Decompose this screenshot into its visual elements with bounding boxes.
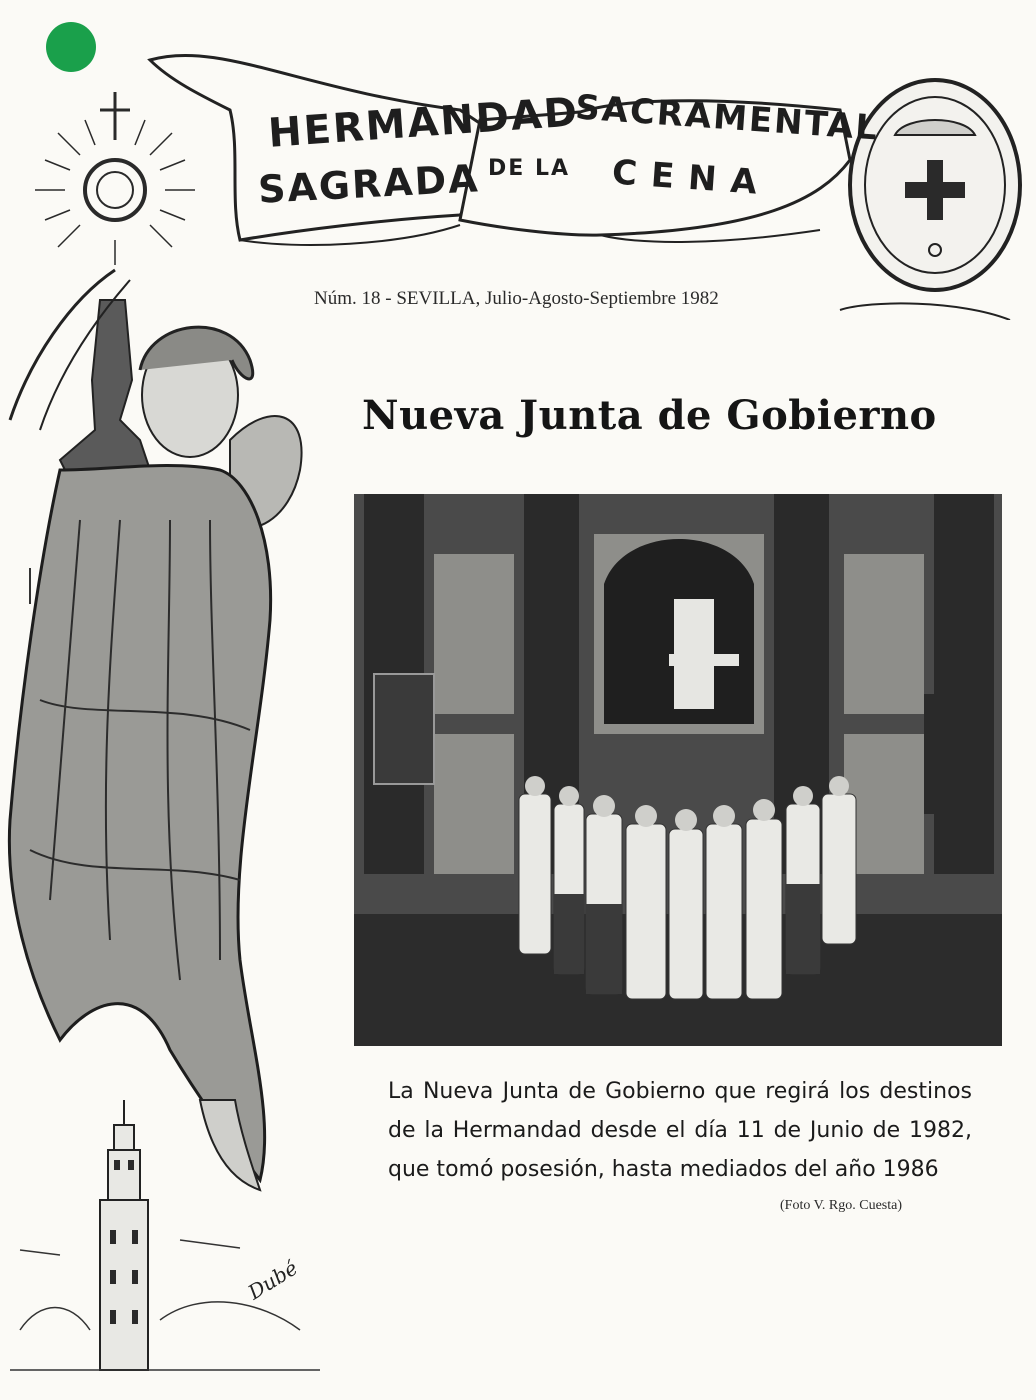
banner-word-de-la: DE LA bbox=[488, 156, 570, 181]
group-photo bbox=[354, 494, 1002, 1046]
giralda-tower-icon bbox=[100, 1100, 148, 1370]
photo-credit: (Foto V. Rgo. Cuesta) bbox=[780, 1198, 902, 1213]
issue-line: Núm. 18 - SEVILLA, Julio-Agosto-Septiembre 1982 bbox=[314, 288, 719, 309]
chalice-icon bbox=[60, 300, 150, 480]
banner-word-sacramental: SACRAMENTAL bbox=[573, 87, 881, 149]
photo-caption: La Nueva Junta de Gobierno que regirá los destinos de la Hermandad desde el día 11 de Junio de 1982, que tomó posesión, hasta mediados del año 1986 bbox=[388, 1079, 972, 1182]
banner-word-hermandad: HERMANDAD bbox=[266, 89, 581, 157]
banner-word-sagrada: SAGRADA bbox=[257, 156, 481, 212]
banner-word-cena: CENA bbox=[610, 152, 773, 204]
page-title: Nueva Junta de Gobierno bbox=[362, 392, 937, 439]
altar-scene-image bbox=[354, 494, 1002, 1046]
artist-signature: Dubé bbox=[243, 1255, 302, 1305]
